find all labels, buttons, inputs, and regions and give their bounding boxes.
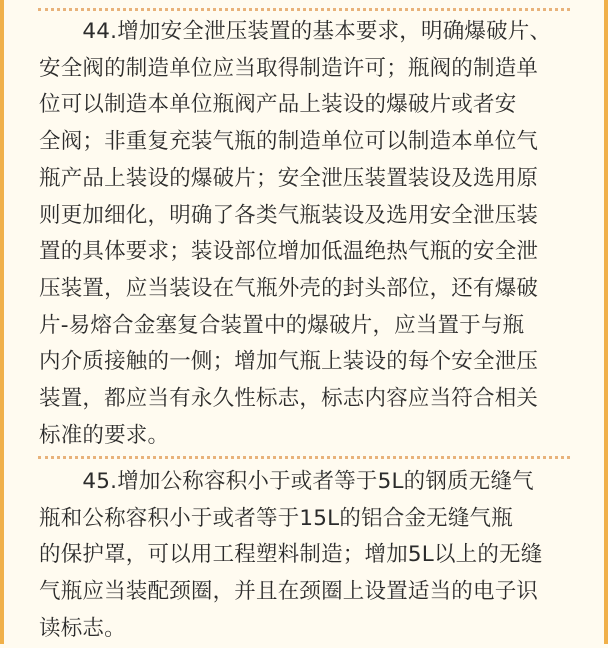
top-divider — [38, 8, 570, 11]
paragraph-45: 45.增加公称容积小于或者等于5L的钢质无缝气 瓶和公称容积小于或者等于15L的铝合金无缝气瓶 的保护罩，可以用工程塑料制造；增加5L以上的无缝 气瓶应当装配颈圈，并且在颈圈上设置适当的电子识 读标志。 — [39, 469, 543, 641]
paragraph-44: 44.增加安全泄压装置的基本要求，明确爆破片、 安全阀的制造单位应当取得制造许可；瓶阀的制造单 位可以制造本单位瓶阀产品上装设的爆破片或者安 全阀；非重复充装气瓶的制造单位可以制造本单位气 瓶产品上装设的爆破片；安全泄压装置装设及选用原 则更加细化，明确了各类气瓶装设及选用安全泄压装 置的具体要求；装设部位增加低温绝热气瓶的安全泄 压装置，应当装设在气瓶外壳的封头部位，还有爆破 片-易熔合金塞复合装置中的爆破片，应当置于与瓶 内介质接触的一侧；增加气瓶上装设的每个安全泄压 装置，都应当有永久性标志，标志内容应当符合相关 标准的要求。 — [39, 19, 552, 448]
middle-divider — [38, 456, 570, 459]
